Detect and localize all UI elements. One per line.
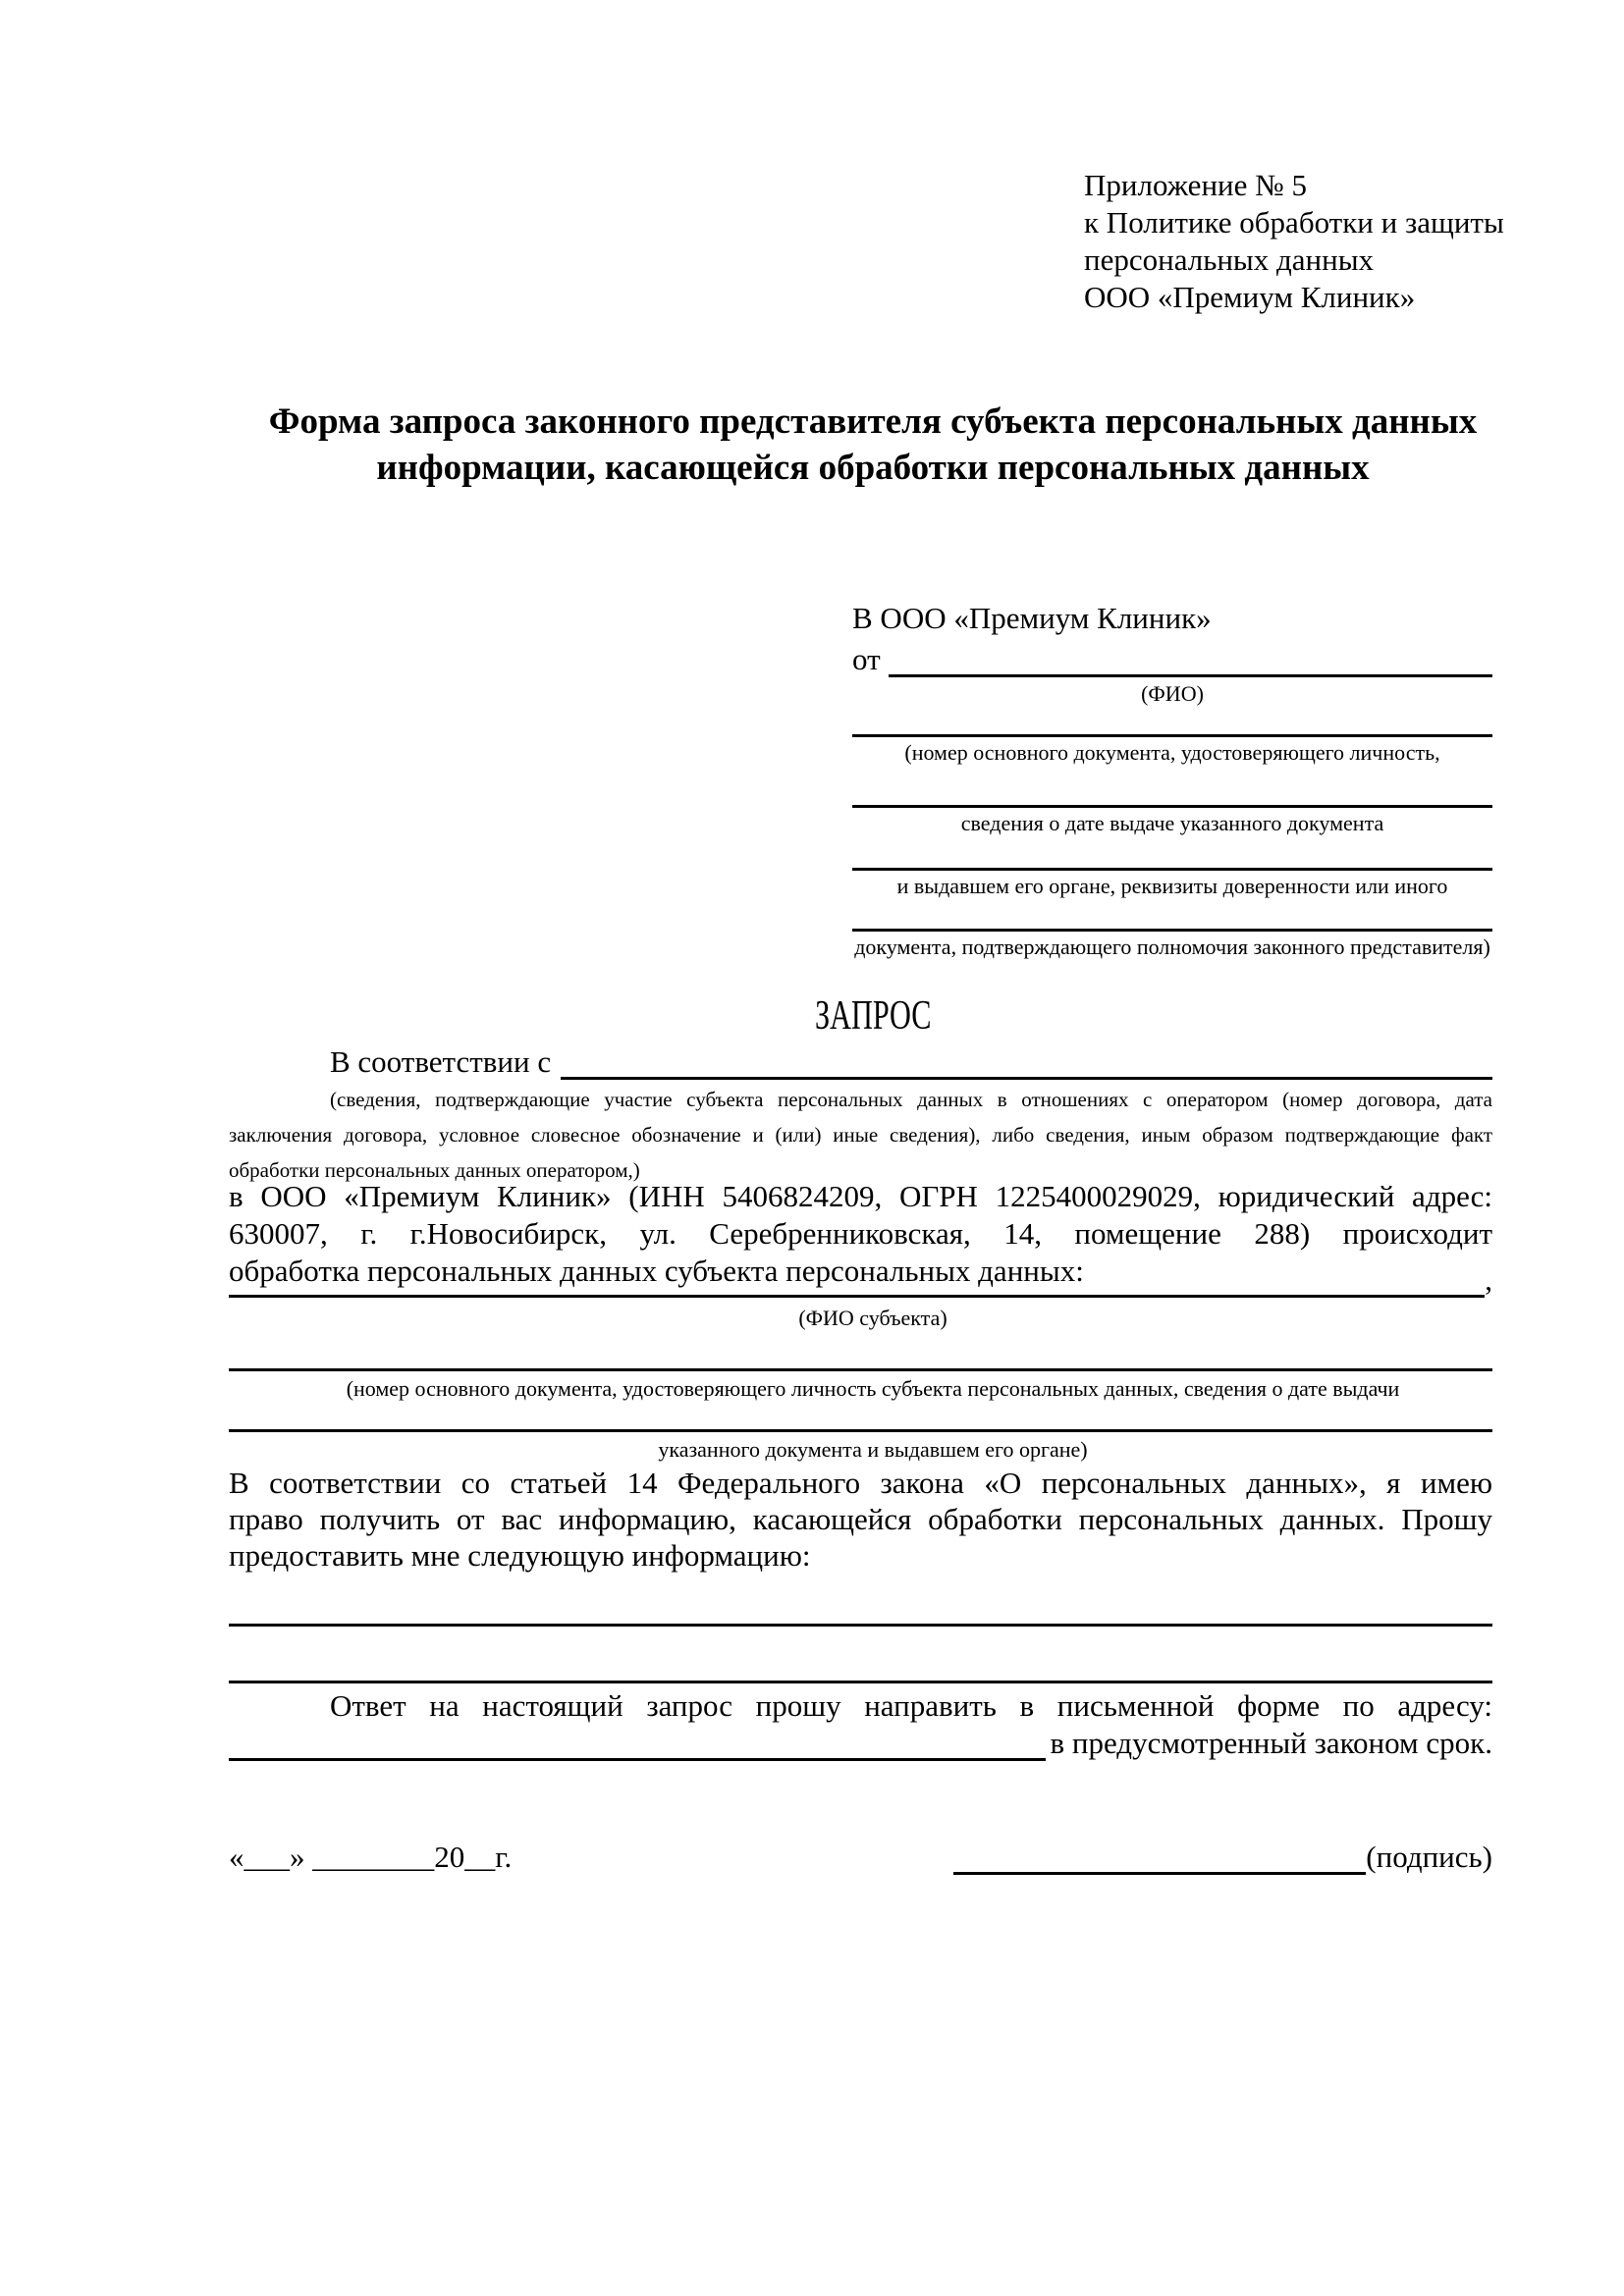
law-paragraph-line: предоставить мне следующую информацию: [229, 1538, 811, 1573]
appendix-note [1084, 167, 1504, 316]
basis-fine-print-line: заключения договора, условное словесное обозначение и (или) иные сведения), либо сведения, иным образом подтверждающие факт [229, 1123, 1492, 1147]
basis-fine-print [229, 1082, 1492, 1188]
law-paragraph-line: В соответствии со статьей 14 Федерального закона «О персональных данных», я имею [229, 1466, 1492, 1500]
page-title [229, 399, 1492, 491]
representative-doc-blank-line [852, 848, 1492, 871]
information-blank-line [229, 1645, 1492, 1683]
reply-paragraph [229, 1686, 1492, 1726]
reply-address-field [229, 1726, 1492, 1761]
law-paragraph [229, 1465, 1492, 1574]
subject-doc-blank-line [229, 1335, 1492, 1371]
signature-blank-line [953, 1844, 1366, 1875]
request-heading-text: ЗАПРОС [814, 993, 932, 1039]
basis-blank-line [561, 1077, 1492, 1080]
from-blank-line [889, 674, 1492, 677]
basis-fine-print-line: (сведения, подтверждающие участие субъекта персональных данных в отношениях с оператором (номер договора, дата [330, 1088, 1492, 1111]
appendix-note-line: ООО «Премиум Клиник» [1084, 280, 1416, 314]
subject-doc-blank-line [229, 1398, 1492, 1432]
operator-paragraph-line: в ООО «Премиум Клиник» (ИНН 5406824209, ОГРН 1225400029029, юридический адрес: [229, 1179, 1492, 1213]
addressee-block [852, 601, 1492, 1013]
fio-caption: (ФИО) [1141, 681, 1204, 706]
subject-doc-caption: указанного документа и выдавшем его органе) [658, 1437, 1088, 1462]
representative-doc-blank-line [852, 785, 1492, 808]
subject-doc-caption: (номер основного документа, удостоверяющего личность субъекта персональных данных, сведения о дате выдачи [346, 1376, 1400, 1401]
representative-doc-blank-line [852, 715, 1492, 737]
representative-doc-caption: и выдавшем его органе, реквизиты доверенности или иного [896, 874, 1448, 898]
law-paragraph-line: право получить от вас информацию, касающейся обработки персональных данных. Прошу [229, 1502, 1492, 1536]
basis-field [229, 1041, 1492, 1080]
from-field [852, 638, 1492, 677]
operator-paragraph-line: обработка персональных данных субъекта персональных данных: [229, 1254, 1084, 1288]
appendix-note-line: персональных данных [1084, 242, 1375, 277]
date-signature-row [229, 1840, 1492, 1875]
date-blank: «___» ________20__г. [229, 1840, 513, 1874]
representative-doc-caption: (номер основного документа, удостоверяющего личность, [904, 740, 1440, 765]
subject-fio-caption: (ФИО субъекта) [798, 1306, 947, 1330]
subject-fio-blank-line [229, 1295, 1485, 1298]
appendix-note-line: Приложение № 5 [1084, 168, 1307, 202]
page-title-line: Форма запроса законного представителя субъекта персональных данных [268, 401, 1478, 442]
page-title-line: информации, касающейся обработки персональных данных [376, 448, 1370, 488]
information-blank-line [229, 1588, 1492, 1627]
from-label: от [852, 642, 881, 676]
signature-caption: (подпись) [1366, 1840, 1492, 1874]
representative-doc-caption: документа, подтверждающего полномочия законного представителя) [854, 934, 1490, 959]
representative-doc-caption: сведения о дате выдаче указанного документа [960, 811, 1384, 835]
addressee-to: В ООО «Премиум Клиник» [852, 601, 1212, 635]
operator-paragraph-line: 630007, г. г.Новосибирск, ул. Серебренниковская, 14, помещение 288) происходит [229, 1216, 1492, 1251]
basis-label: В соответствии с [330, 1044, 552, 1079]
reply-paragraph-line: Ответ на настоящий запрос прошу направить в письменной форме по адресу: [330, 1688, 1492, 1723]
subject-fio-comma: , [1485, 1262, 1492, 1297]
subject-fio-field [229, 1262, 1492, 1298]
basis-fine-print-line: обработки персональных данных оператором,) [229, 1158, 640, 1182]
appendix-note-line: к Политике обработки и защиты [1084, 205, 1504, 240]
reply-term-text: в предусмотренный законом срок. [1050, 1726, 1492, 1760]
request-heading [229, 993, 1492, 1041]
representative-doc-blank-line [852, 909, 1492, 932]
reply-address-blank-line [229, 1758, 1046, 1761]
